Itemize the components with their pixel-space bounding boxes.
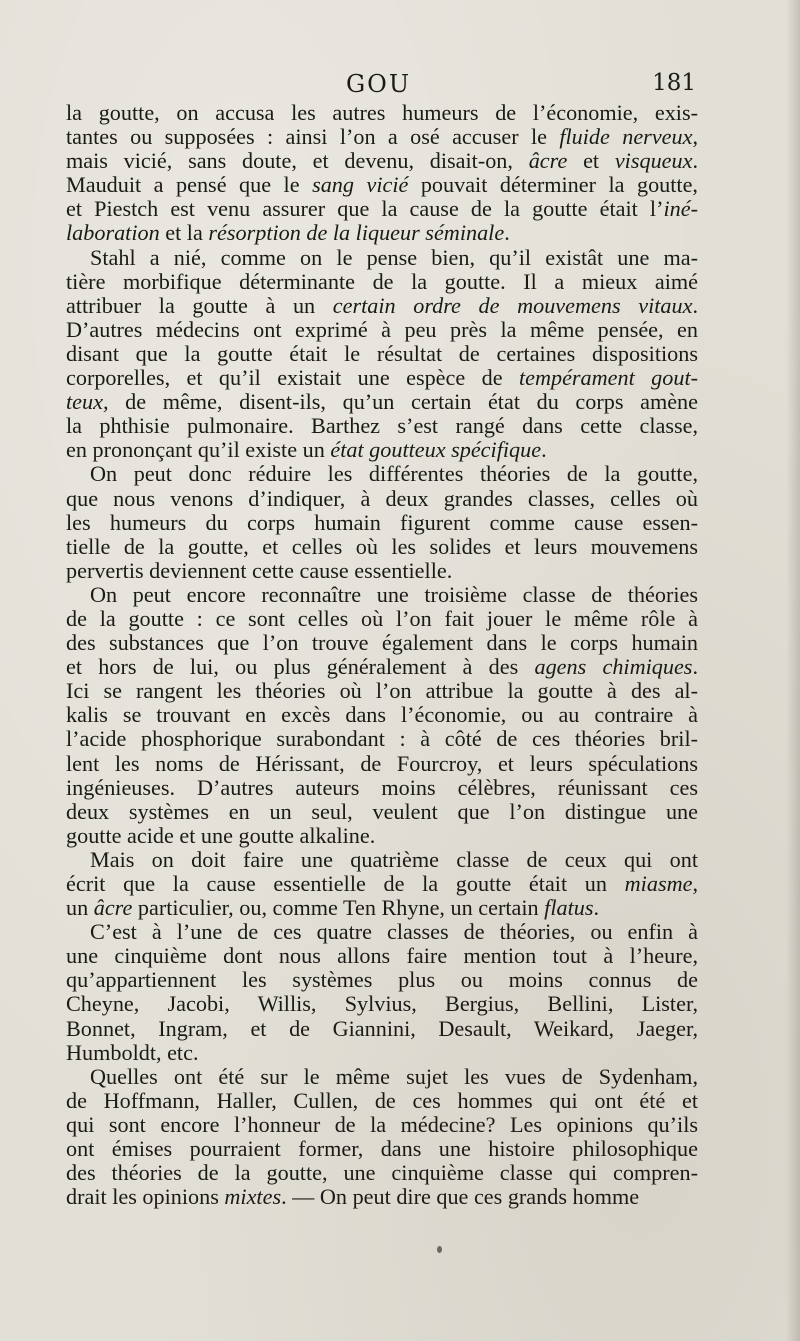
text-line [66, 511, 698, 535]
text-line [66, 1041, 698, 1065]
text-run: , [692, 871, 698, 896]
italic-run: teux, [66, 389, 109, 415]
text-line [66, 294, 698, 318]
text-run: Cheyne, Jacobi, Willis, Sylvius, Bergius, Bellini, Lister, [66, 991, 698, 1017]
text-run: . [593, 895, 600, 921]
text-run: Mais on doit faire une quatrième classe de ceux qui ont [90, 846, 698, 872]
italic-run: laboration [66, 220, 160, 246]
italic-run: sang vicié [312, 172, 409, 198]
text-run: en prononçant qu’il existe un [66, 437, 331, 463]
page-number: 181 [652, 70, 696, 96]
text-line [66, 414, 698, 438]
body-text [66, 101, 698, 1209]
text-line [66, 992, 698, 1016]
text-run: tielle de la goutte, et celles où les solides et leurs mouvemens [66, 533, 698, 559]
text-run: , [692, 124, 698, 150]
text-run: Humboldt, etc. [66, 1039, 199, 1065]
text-line [66, 776, 698, 800]
text-line [66, 221, 698, 245]
text-run: Mauduit a pensé que le [66, 172, 313, 198]
text-run: . [504, 220, 510, 246]
italic-run: certain ordre de mouvemens vitaux [332, 292, 693, 318]
text-run: disant que la goutte était le résultat de certaines dispositions [66, 340, 698, 366]
text-run: un [66, 895, 94, 921]
text-run: drait les opinions [66, 1184, 225, 1210]
text-run: mais vicié, sans doute, et devenu, disait-on, [66, 148, 529, 174]
text-run: qu’appartiennent les systèmes plus ou moins connus de [66, 967, 698, 993]
text-run: les humeurs du corps humain figurent comme cause essen- [66, 509, 698, 535]
text-run: lent les noms de Hérissant, de Fourcroy, et leurs spéculations [66, 750, 698, 776]
italic-run: résorption de la liqueur séminale [208, 220, 505, 246]
text-run: . [692, 292, 698, 318]
text-line [66, 1185, 698, 1209]
text-line [66, 800, 698, 824]
text-run: Bonnet, Ingram, et de Giannini, Desault, Weikard, Jaeger, [66, 1015, 698, 1041]
text-run: . [692, 654, 698, 680]
page-header [66, 70, 696, 100]
text-run: la phthisie pulmonaire. Barthez s’est rangé dans cette classe, [66, 413, 698, 439]
text-run: C’est à l’une de ces quatre classes de théories, ou enfin à [90, 919, 698, 945]
text-line [66, 535, 698, 559]
text-line [66, 366, 698, 390]
text-run: de Hoffmann, Haller, Cullen, de ces hommes qui ont été et [66, 1087, 698, 1113]
text-line [66, 848, 698, 872]
italic-run: âcre [528, 148, 568, 174]
ink-speck [437, 1246, 442, 1253]
text-run: et hors de lui, ou plus généralement à des [66, 654, 535, 680]
text-run: Quelles ont été sur le même sujet les vues de Sydenham, [90, 1063, 698, 1089]
text-line [66, 655, 698, 679]
italic-run: mixtes [224, 1184, 282, 1210]
text-run: Ici se rangent les théories où l’on attribue la goutte à des al- [66, 678, 698, 704]
text-run: D’autres médecins ont exprimé à peu près la même pensée, en [66, 316, 698, 342]
text-line [66, 125, 698, 149]
text-line [66, 342, 698, 366]
text-line [66, 149, 698, 173]
text-line [66, 246, 698, 270]
text-line [66, 1065, 698, 1089]
text-run: de même, disent-ils, qu’un certain état du corps amène [108, 389, 698, 415]
text-run: . — On peut dire que ces grands homme [281, 1184, 640, 1210]
text-run: . [541, 437, 547, 463]
text-line [66, 1089, 698, 1113]
text-run: ingénieuses. D’autres auteurs moins célèbres, réunissant ces [66, 774, 698, 800]
italic-run: état goutteux spécifique [330, 437, 542, 463]
text-line [66, 1017, 698, 1041]
text-run: des substances que l’on trouve également dans le corps humain [66, 630, 698, 656]
text-run: corporelles, et qu’il existait une espèce de [66, 365, 519, 391]
text-run: goutte acide et une goutte alkaline. [66, 822, 376, 848]
text-line [66, 1113, 698, 1137]
italic-run: visqueux [614, 148, 693, 174]
text-line [66, 824, 698, 848]
text-line [66, 197, 698, 221]
text-line [66, 631, 698, 655]
text-line [66, 944, 698, 968]
text-line [66, 727, 698, 751]
text-line [66, 872, 698, 896]
text-run: attribuer la goutte à un [66, 292, 333, 318]
text-run: tantes ou supposées : ainsi l’on a osé accuser le [66, 124, 560, 150]
text-run: et [567, 148, 615, 174]
text-line [66, 318, 698, 342]
text-line [66, 173, 698, 197]
italic-run: fluide nerveux [559, 124, 693, 150]
text-line [66, 607, 698, 631]
text-line [66, 679, 698, 703]
italic-run: agens chimiques [534, 654, 693, 680]
text-line [66, 270, 698, 294]
page-edge-shadow [786, 0, 800, 1341]
text-run: l’acide phosphorique surabondant : à côté de ces théories bril- [66, 726, 698, 752]
italic-run: flatus [544, 895, 594, 921]
text-line [66, 101, 698, 125]
text-run: et la [159, 220, 209, 246]
italic-run: âcre [93, 895, 133, 921]
text-run: que nous venons d’indiquer, à deux grandes classes, celles où [66, 485, 698, 511]
text-run: Stahl a nié, comme on le pense bien, qu’il existât une ma- [90, 244, 698, 270]
text-line [66, 752, 698, 776]
text-run: ont émises pourraient former, dans une histoire philosophique [66, 1136, 698, 1162]
text-run: de la goutte : ce sont celles où l’on fait jouer le même rôle à [66, 605, 698, 631]
text-run: kalis se trouvant en excès dans l’économie, ou au contraire à [66, 702, 698, 728]
italic-run: tempérament gout- [518, 365, 698, 391]
text-line [66, 896, 698, 920]
text-run: pouvait déterminer la goutte, [408, 172, 698, 198]
text-run: On peut encore reconnaître une troisième classe de théories [90, 581, 698, 607]
text-line [66, 462, 698, 486]
italic-run: miasme [624, 871, 693, 896]
text-line [66, 438, 698, 462]
text-run: pervertis deviennent cette cause essentielle. [66, 557, 453, 583]
text-line [66, 1137, 698, 1161]
text-run: particulier, ou, comme Ten Rhyne, un certain [132, 895, 545, 921]
text-run: la goutte, on accusa les autres humeurs de l’économie, exis- [66, 100, 698, 125]
text-line [66, 559, 698, 583]
text-line [66, 390, 698, 414]
text-line [66, 703, 698, 727]
running-head: GOU [346, 70, 412, 98]
text-run: On peut donc réduire les différentes théories de la goutte, [90, 461, 698, 487]
text-run: des théories de la goutte, une cinquième classe qui compren- [66, 1160, 698, 1186]
text-run: . [692, 148, 698, 174]
text-run: deux systèmes en un seul, veulent que l’on distingue une [66, 798, 698, 824]
text-run: tière morbifique déterminante de la goutte. Il a mieux aimé [66, 268, 698, 294]
text-line [66, 968, 698, 992]
text-run: écrit que la cause essentielle de la goutte était un [66, 871, 625, 896]
text-line [66, 583, 698, 607]
text-line [66, 1161, 698, 1185]
text-run: qui sont encore l’honneur de la médecine? Les opinions qu’ils [66, 1111, 698, 1137]
text-run: une cinquième dont nous allons faire mention tout à l’heure, [66, 943, 698, 969]
text-run: et Piestch est venu assurer que la cause de la goutte était l’ [66, 196, 664, 222]
italic-run: iné- [663, 196, 698, 222]
text-line [66, 487, 698, 511]
text-line [66, 920, 698, 944]
